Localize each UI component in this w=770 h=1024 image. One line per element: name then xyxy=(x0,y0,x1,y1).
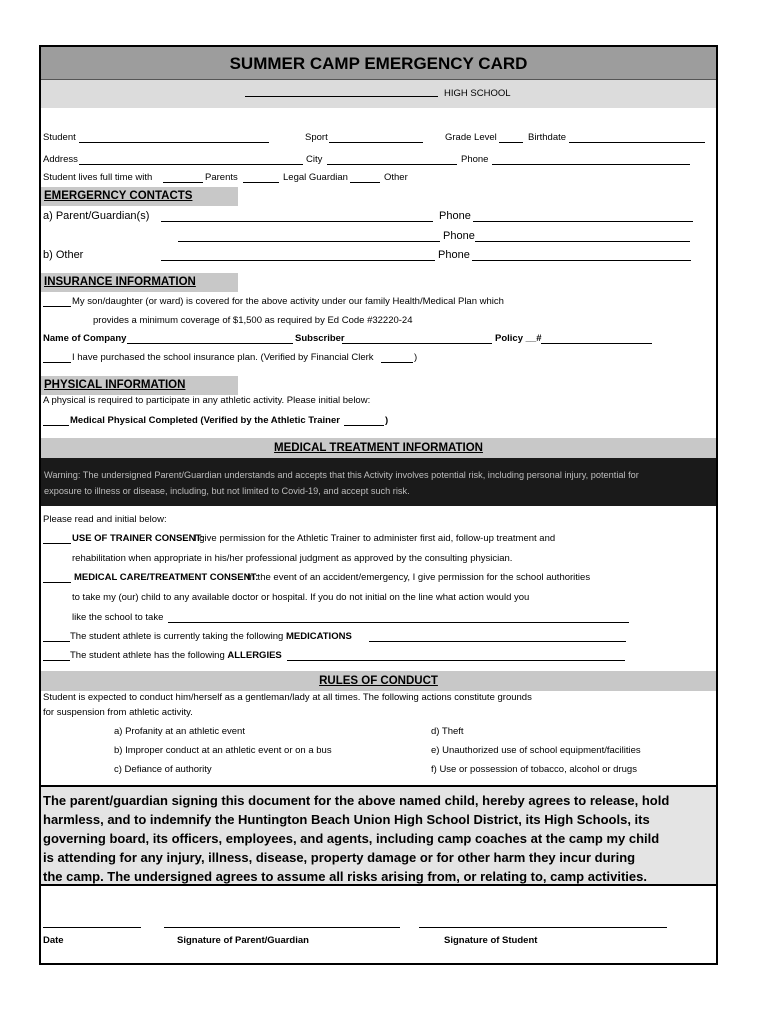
care-consent-label: MEDICAL CARE/TREATMENT CONSENT: xyxy=(74,572,259,583)
date-label: Date xyxy=(43,935,64,946)
insurance-line-4-end: ) xyxy=(414,352,418,363)
care-consent-text-2: to take my (our) child to any available doctor or hospital. If you do not initial on the line what action would you xyxy=(72,592,530,603)
release-line-5: the camp. The undersigned agrees to assume all risks arising from, or relating to, camp activities. xyxy=(43,869,647,884)
physical-line-2-end: ) xyxy=(385,415,389,426)
care-action-field[interactable] xyxy=(168,613,629,623)
birthdate-field[interactable] xyxy=(569,133,705,143)
release-band xyxy=(41,785,716,886)
company-label: Name of Company xyxy=(43,333,127,344)
parents-label: Parents xyxy=(205,172,238,183)
birthdate-label: Birthdate xyxy=(528,132,567,143)
emergency-card xyxy=(39,45,718,965)
financial-clerk-field[interactable] xyxy=(381,353,413,363)
parents-check-field[interactable] xyxy=(163,173,203,183)
phone-field[interactable] xyxy=(492,155,690,165)
title-band xyxy=(41,47,716,80)
conduct-rule-b: b) Improper conduct at an athletic event or on a bus xyxy=(114,745,332,756)
address-field[interactable] xyxy=(79,155,303,165)
allergies-field[interactable] xyxy=(287,651,625,661)
conduct-intro-2: for suspension from athletic activity. xyxy=(43,707,193,718)
conduct-rule-f: f) Use or possession of tobacco, alcohol or drugs xyxy=(431,764,637,775)
conduct-rule-e: e) Unauthorized use of school equipment/facilities xyxy=(431,745,641,756)
parent-phone-label-2: Phone xyxy=(443,230,475,242)
other-contact-label: b) Other xyxy=(43,249,84,261)
conduct-heading: RULES OF CONDUCT xyxy=(319,675,438,687)
conduct-rule-d: d) Theft xyxy=(431,726,464,737)
warning-band xyxy=(41,458,716,506)
school-band xyxy=(41,80,716,108)
medical-heading: MEDICAL TREATMENT INFORMATION xyxy=(274,442,483,454)
student-signature-field[interactable] xyxy=(419,918,667,928)
allergies-text xyxy=(70,650,282,661)
student-label: Student xyxy=(43,132,76,143)
school-name-field[interactable] xyxy=(245,87,438,97)
insurance-line-1: My son/daughter (or ward) is covered for the above activity under our family Health/Medical Plan which xyxy=(72,296,504,307)
address-label: Address xyxy=(43,154,78,165)
emergency-contacts-heading: EMERGERNCY CONTACTS xyxy=(41,187,238,206)
other-phone-label: Phone xyxy=(438,249,470,261)
release-line-2: harmless, and to indemnify the Huntington Beach Union High School District, its High Schools, its xyxy=(43,812,650,827)
parent-phone-field[interactable] xyxy=(473,210,693,222)
physical-line-1: A physical is required to participate in any athletic activity. Please initial below: xyxy=(43,395,371,406)
physical-heading: PHYSICAL INFORMATION xyxy=(41,376,238,395)
phone-label: Phone xyxy=(461,154,489,165)
allergies-label: ALLERGIES xyxy=(227,650,282,661)
subscriber-label: Subscriber xyxy=(295,333,345,344)
other-label: Other xyxy=(384,172,408,183)
release-line-4: is attending for any injury, illness, disease, property damage or for other harm they incur during xyxy=(43,850,636,865)
warning-line-2: exposure to illness or disease, including, but not limited to Covid-19, and accept such risk. xyxy=(44,486,410,496)
school-plan-initial-field[interactable] xyxy=(43,353,71,363)
sport-field[interactable] xyxy=(329,133,423,143)
parent-phone-label: Phone xyxy=(439,210,471,222)
other-check-field[interactable] xyxy=(350,173,380,183)
trainer-consent-label: USE OF TRAINER CONSENT: xyxy=(72,533,204,544)
lives-with-label: Student lives full time with xyxy=(43,172,153,183)
read-initial-label: Please read and initial below: xyxy=(43,514,167,525)
care-consent-initial-field[interactable] xyxy=(43,573,71,583)
parent-guardian-field-2[interactable] xyxy=(178,230,440,242)
physical-line-2: Medical Physical Completed (Verified by the Athletic Trainer xyxy=(70,415,340,426)
physical-initial-field[interactable] xyxy=(43,416,69,426)
school-label: HIGH SCHOOL xyxy=(444,88,511,99)
care-consent-text-3: like the school to take xyxy=(72,612,164,623)
insurance-line-2: provides a minimum coverage of $1,500 as required by Ed Code #32220-24 xyxy=(93,315,413,326)
date-field[interactable] xyxy=(43,918,141,928)
trainer-verify-field[interactable] xyxy=(344,416,384,426)
conduct-rule-c: c) Defiance of authority xyxy=(114,764,212,775)
student-field[interactable] xyxy=(79,133,269,143)
insurance-heading: INSURANCE INFORMATION xyxy=(41,273,238,292)
trainer-consent-text: I give permission for the Athletic Trainer to administer first aid, follow-up treatment and xyxy=(194,533,556,544)
policy-field[interactable] xyxy=(541,334,652,344)
conduct-intro-1: Student is expected to conduct him/herself as a gentleman/lady at all times. The following actions constitute grounds xyxy=(43,692,532,703)
medical-heading-band xyxy=(41,438,716,458)
conduct-heading-band xyxy=(41,671,716,691)
release-line-1: The parent/guardian signing this document for the above named child, hereby agrees to release, hold xyxy=(43,793,670,808)
medications-field[interactable] xyxy=(369,632,626,642)
parent-signature-field[interactable] xyxy=(164,918,400,928)
parent-guardian-label: a) Parent/Guardian(s) xyxy=(43,210,150,222)
insurance-initial-field[interactable] xyxy=(43,297,71,307)
city-field[interactable] xyxy=(327,155,457,165)
legal-guardian-label: Legal Guardian xyxy=(283,172,348,183)
medications-prefix: The student athlete is currently taking the following xyxy=(70,631,286,642)
insurance-line-4: I have purchased the school insurance plan. (Verified by Financial Clerk xyxy=(72,352,374,363)
legal-guardian-check-field[interactable] xyxy=(243,173,279,183)
grade-level-label: Grade Level xyxy=(445,132,497,143)
other-phone-field[interactable] xyxy=(472,249,691,261)
company-field[interactable] xyxy=(127,334,293,344)
medications-text xyxy=(70,631,352,642)
parent-guardian-field[interactable] xyxy=(161,210,433,222)
trainer-consent-text-2: rehabilitation when appropriate in his/her professional judgment as approved by the consulting physician. xyxy=(72,553,513,564)
sport-label: Sport xyxy=(305,132,328,143)
care-consent-text: In the event of an accident/emergency, I give permission for the school authorities xyxy=(247,572,591,583)
warning-line-1: Warning: The undersigned Parent/Guardian understands and accepts that this Activity involves potential risk, including personal injury, potential for xyxy=(44,470,639,480)
grade-level-field[interactable] xyxy=(499,133,523,143)
card-title: SUMMER CAMP EMERGENCY CARD xyxy=(229,54,528,73)
allergies-initial-field[interactable] xyxy=(43,651,70,661)
medications-initial-field[interactable] xyxy=(43,632,70,642)
other-contact-field[interactable] xyxy=(161,249,435,261)
policy-label: Policy __# xyxy=(495,333,542,344)
subscriber-field[interactable] xyxy=(342,334,492,344)
medications-label: MEDICATIONS xyxy=(285,631,352,642)
trainer-consent-initial-field[interactable] xyxy=(43,534,71,544)
parent-signature-label: Signature of Parent/Guardian xyxy=(177,935,309,946)
allergies-prefix: The student athlete has the following xyxy=(70,650,228,661)
release-line-3: governing board, its officers, employees, and agents, including camp coaches at the camp my child xyxy=(43,831,660,846)
student-signature-label: Signature of Student xyxy=(444,935,538,946)
city-label: City xyxy=(306,154,323,165)
parent-phone-field-2[interactable] xyxy=(475,230,690,242)
conduct-rule-a: a) Profanity at an athletic event xyxy=(114,726,245,737)
